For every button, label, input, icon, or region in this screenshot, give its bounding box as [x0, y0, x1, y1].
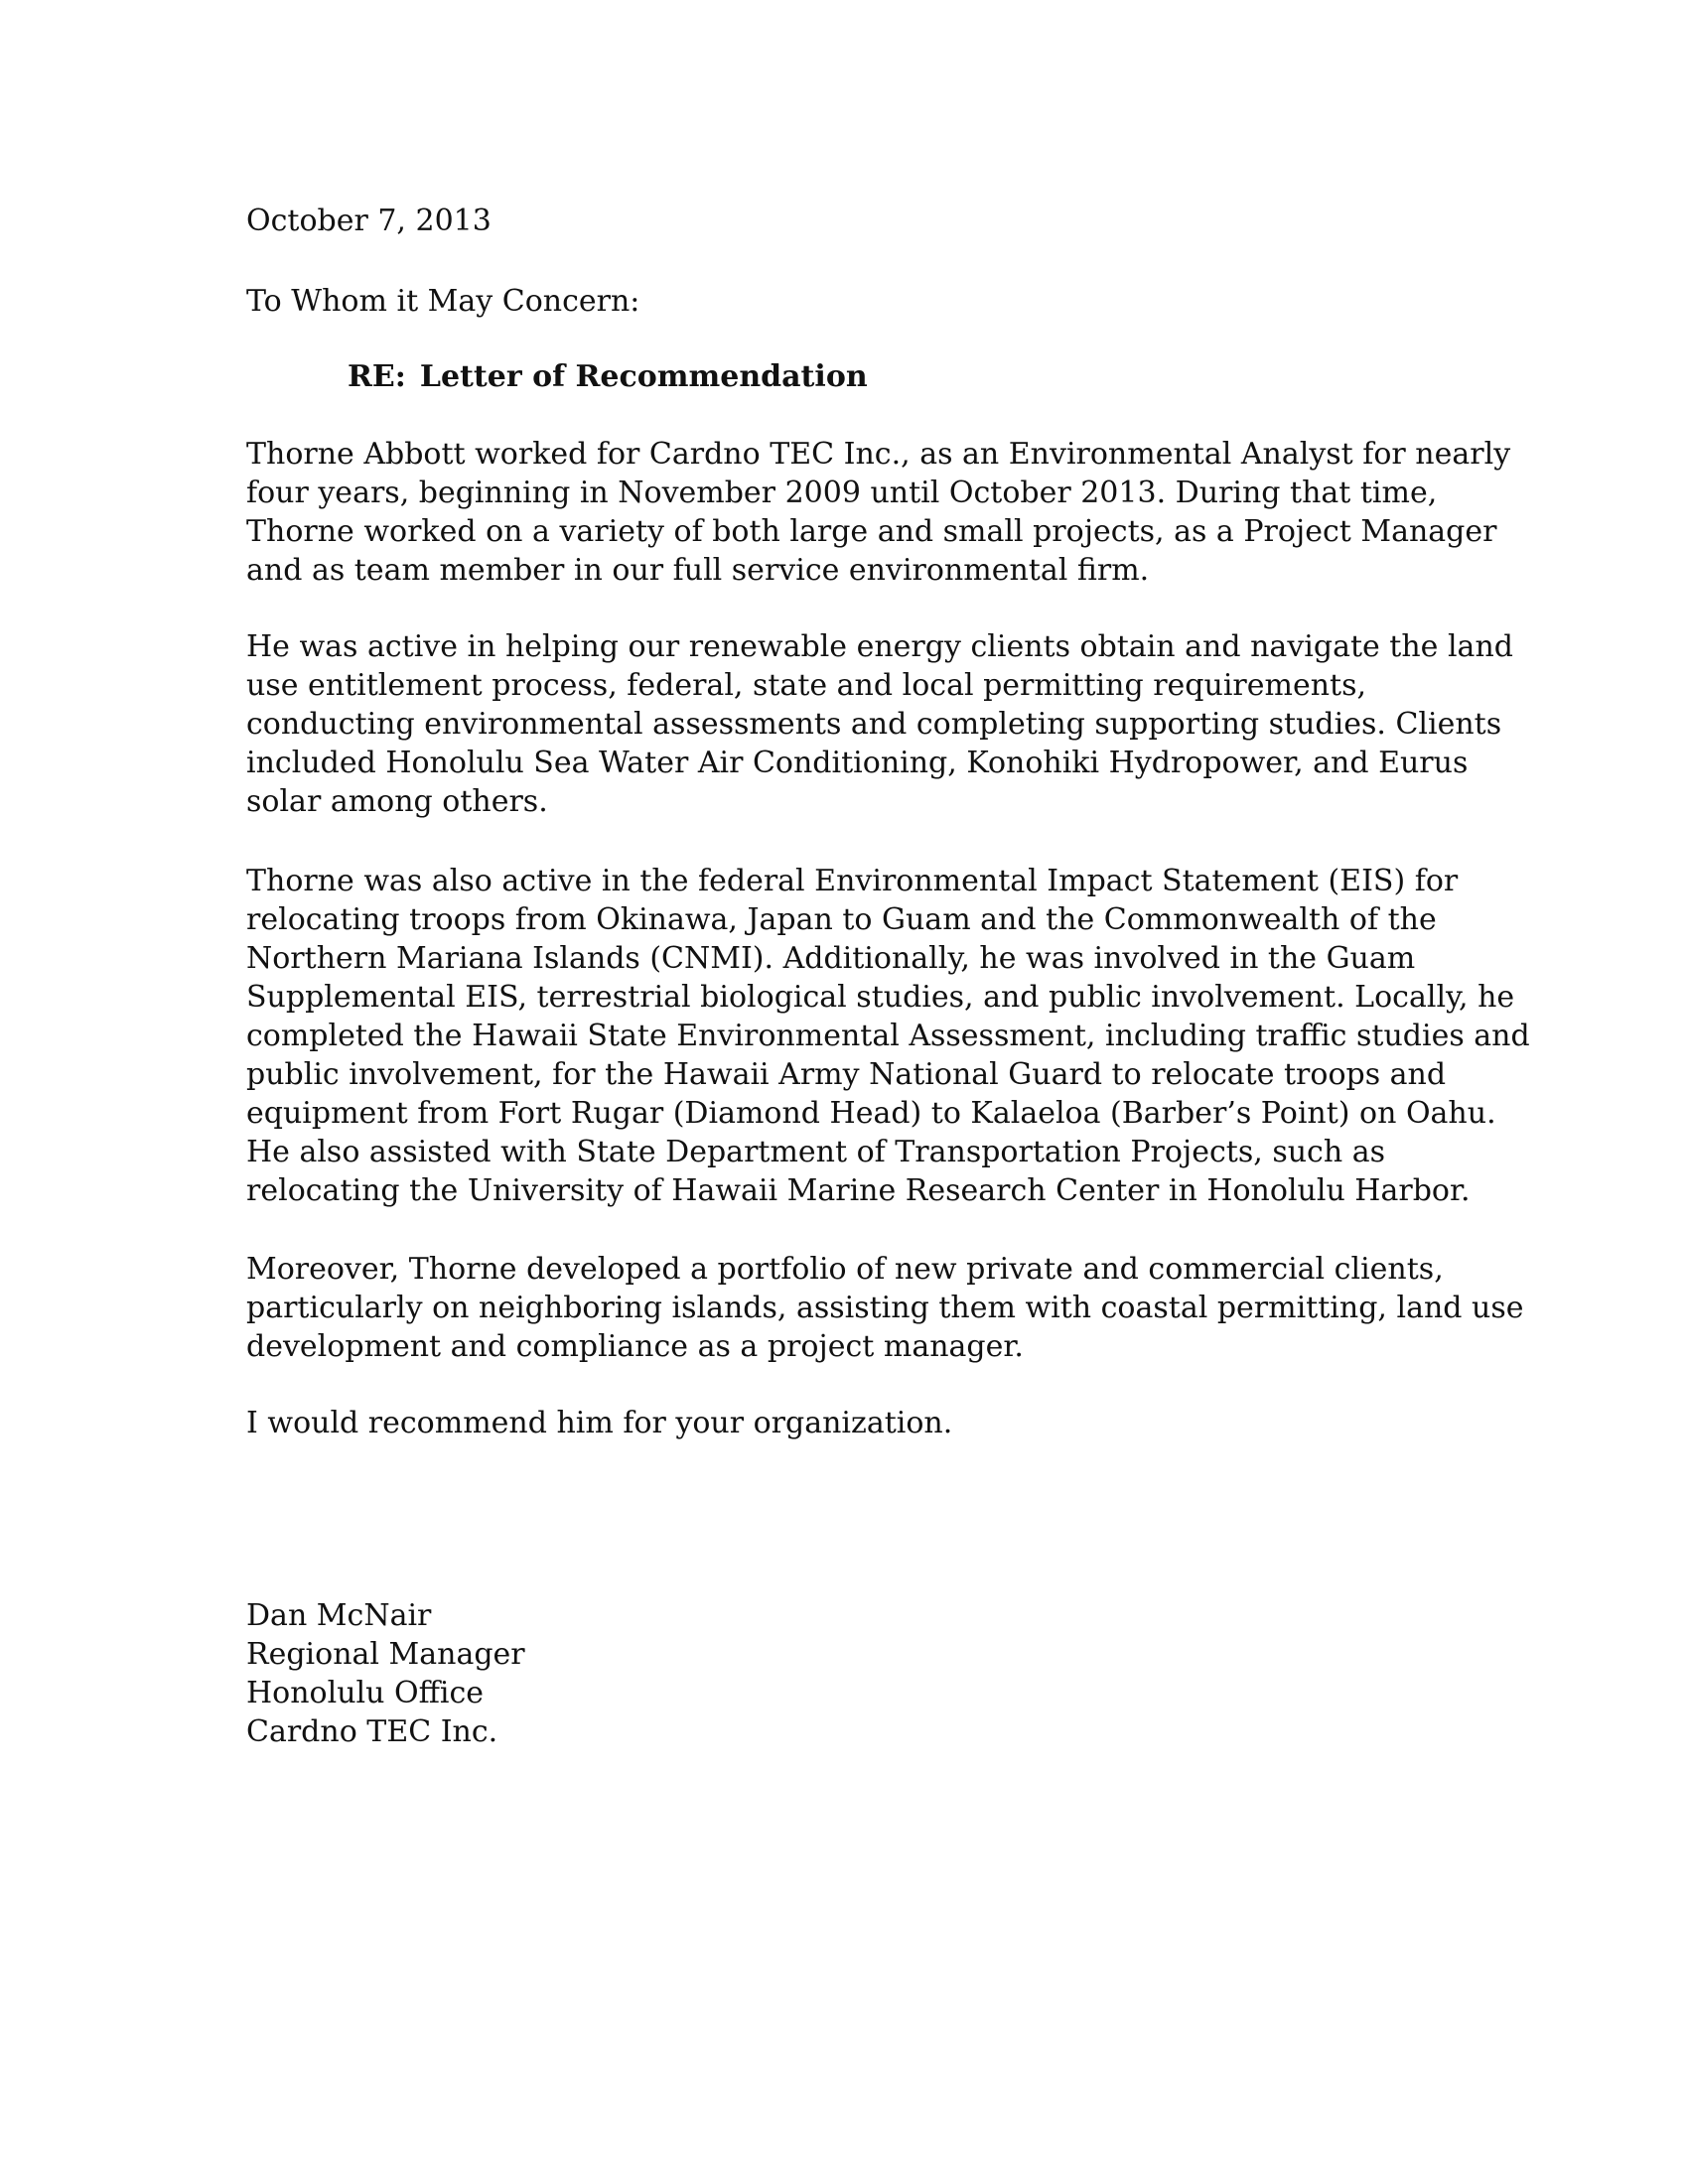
paragraph-4 — [246, 1250, 1524, 1366]
paragraph-line: conducting environmental assessments and completing supporting studies. Clients — [246, 707, 1502, 742]
paragraph-line: use entitlement process, federal, state and local permitting requirements, — [246, 668, 1367, 703]
signature-block — [246, 1596, 1438, 1751]
paragraph-line: solar among others. — [246, 784, 548, 819]
paragraph-line: included Honolulu Sea Water Air Conditioning, Konohiki Hydropower, and Eurus — [246, 746, 1469, 780]
paragraph-line: Thorne worked on a variety of both large and small projects, as a Project Manager — [246, 514, 1497, 549]
paragraph-line: equipment from Fort Rugar (Diamond Head) to Kalaeloa (Barber’s Point) on Oahu. — [246, 1096, 1496, 1131]
paragraph-1 — [246, 435, 1511, 590]
paragraph-line: He was active in helping our renewable energy clients obtain and navigate the land — [246, 629, 1513, 664]
closing-paragraph — [246, 1404, 1438, 1442]
subject-label: RE: — [348, 359, 406, 394]
paragraph-line: particularly on neighboring islands, assisting them with coastal permitting, land use — [246, 1291, 1524, 1325]
paragraph-line: completed the Hawaii State Environmental Assessment, including traffic studies and — [246, 1019, 1530, 1053]
paragraph-line: Thorne Abbott worked for Cardno TEC Inc., as an Environmental Analyst for nearly — [246, 437, 1511, 472]
paragraph-line: and as team member in our full service environmental firm. — [246, 553, 1150, 588]
paragraph-line: public involvement, for the Hawaii Army National Guard to relocate troops and — [246, 1057, 1447, 1092]
paragraph-line: relocating troops from Okinawa, Japan to Guam and the Commonwealth of the — [246, 902, 1437, 937]
paragraph-line: Thorne was also active in the federal Environmental Impact Statement (EIS) for — [246, 864, 1459, 898]
paragraph-line: relocating the University of Hawaii Marine Research Center in Honolulu Harbor. — [246, 1173, 1471, 1208]
paragraph-2 — [246, 627, 1513, 821]
subject-line — [348, 357, 1539, 396]
paragraph-line: four years, beginning in November 2009 until October 2013. During that time, — [246, 476, 1438, 510]
salutation: To Whom it May Concern: — [246, 284, 640, 319]
signer-office: Honolulu Office — [246, 1676, 485, 1710]
signer-name: Dan McNair — [246, 1598, 432, 1633]
signer-company: Cardno TEC Inc. — [246, 1714, 498, 1749]
paragraph-3 — [246, 862, 1530, 1210]
paragraph-line: Supplemental EIS, terrestrial biological studies, and public involvement. Locally, he — [246, 980, 1515, 1015]
paragraph-line: Moreover, Thorne developed a portfolio of new private and commercial clients, — [246, 1252, 1444, 1287]
paragraph-line: He also assisted with State Department of Transportation Projects, such as — [246, 1135, 1385, 1169]
paragraph-line: I would recommend him for your organization. — [246, 1406, 953, 1440]
subject-text: Letter of Recommendation — [419, 359, 868, 394]
paragraph-line: Northern Mariana Islands (CNMI). Additionally, he was involved in the Guam — [246, 941, 1416, 976]
signer-title: Regional Manager — [246, 1637, 525, 1672]
paragraph-line: development and compliance as a project manager. — [246, 1329, 1024, 1364]
letter-date: October 7, 2013 — [246, 204, 492, 238]
